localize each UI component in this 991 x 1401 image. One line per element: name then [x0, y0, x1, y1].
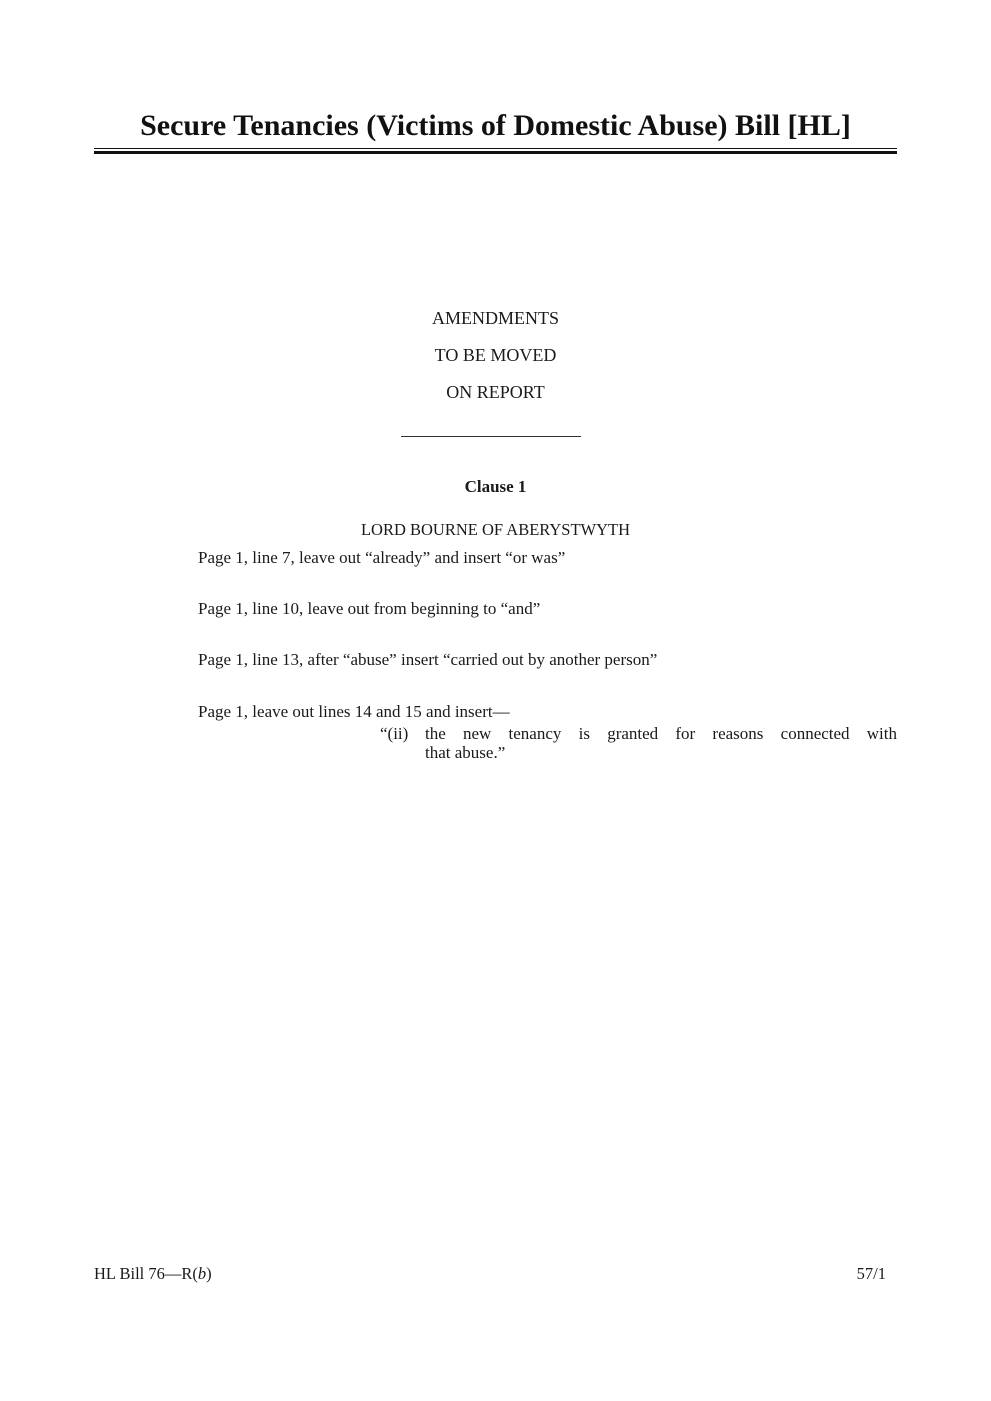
page-reference: 57/1 — [856, 1264, 886, 1283]
inserted-paragraph-text — [425, 724, 897, 762]
inserted-line-1: the new tenancy is granted for reasons connected with — [425, 724, 897, 743]
bill-title: Secure Tenancies (Victims of Domestic Abuse) Bill [HL] — [140, 109, 851, 142]
title-rule-thick — [94, 151, 897, 154]
heading-on-report: ON REPORT — [446, 382, 545, 402]
title-rule-thin — [94, 148, 897, 149]
bill-reference: HL Bill 76—R(b) — [94, 1264, 212, 1283]
amendment-4: Page 1, leave out lines 14 and 15 and insert— — [198, 702, 510, 721]
inserted-line-2: that abuse.” — [425, 743, 506, 762]
inserted-text-block — [380, 724, 897, 762]
section-divider — [401, 436, 581, 437]
clause-heading: Clause 1 — [464, 477, 527, 496]
inserted-paragraph-marker: “(ii) — [380, 724, 409, 743]
amendment-3: Page 1, line 13, after “abuse” insert “carried out by another person” — [198, 650, 658, 669]
heading-amendments: AMENDMENTS — [431, 308, 559, 328]
amendment-1: Page 1, line 7, leave out “already” and insert “or was” — [198, 548, 566, 567]
sponsor-name: LORD BOURNE OF ABERYSTWYTH — [360, 520, 631, 539]
amendment-2: Page 1, line 10, leave out from beginning to “and” — [198, 599, 541, 618]
heading-to-be-moved: TO BE MOVED — [434, 345, 557, 365]
